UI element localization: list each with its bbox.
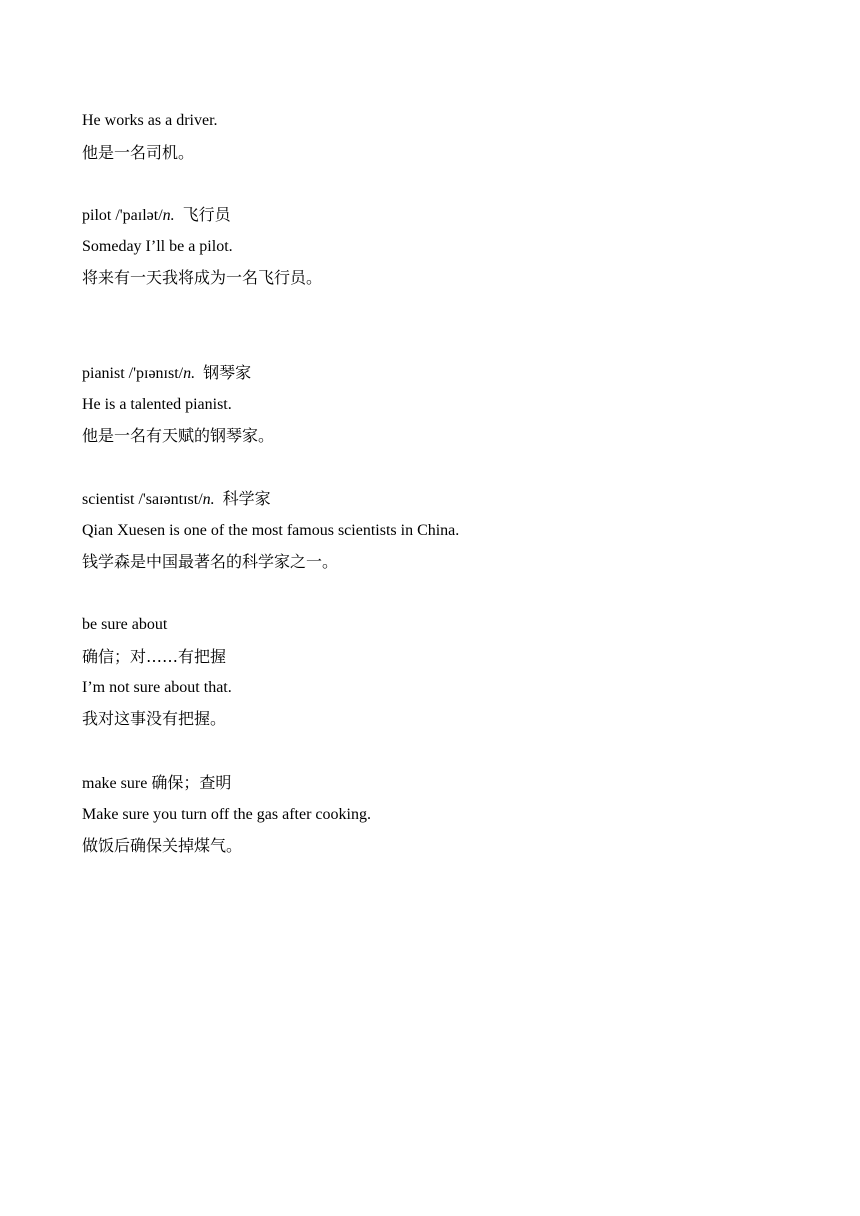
part-of-speech: n.: [162, 207, 175, 224]
example-sentence-zh: 我对这事没有把握。: [82, 709, 227, 728]
vocab-phrase-make-sure: [82, 773, 231, 793]
meaning: 科学家: [222, 489, 271, 508]
part-of-speech: n.: [202, 491, 215, 508]
phrase-meaning: 确保；查明: [151, 773, 232, 792]
vocab-headword-pianist: [82, 363, 251, 383]
example-sentence-en: Someday I’ll be a pilot.: [82, 238, 233, 255]
example-sentence-en: He works as a driver.: [82, 112, 218, 129]
vocab-phrase: be sure about: [82, 616, 168, 633]
meaning: 飞行员: [182, 205, 231, 224]
example-sentence-en: I’m not sure about that.: [82, 679, 232, 696]
example-sentence-en: Qian Xuesen is one of the most famous scientists in China.: [82, 522, 460, 539]
example-sentence-zh: 做饭后确保关掉煤气。: [82, 836, 243, 855]
phonetic: /'saɪəntɪst/: [138, 491, 203, 508]
phonetic: /'paɪlət/: [115, 207, 163, 224]
example-sentence-en: He is a talented pianist.: [82, 396, 232, 413]
vocab-headword-pilot: [82, 205, 231, 225]
phrase-meaning: 确信；对……有把握: [82, 647, 227, 666]
headword: pianist: [82, 365, 125, 382]
vocab-headword-scientist: [82, 489, 271, 509]
phrase: make sure: [82, 775, 148, 792]
example-sentence-zh: 他是一名有天赋的钢琴家。: [82, 426, 275, 445]
phonetic: /'pɪənɪst/: [128, 365, 184, 382]
headword: pilot: [82, 207, 112, 224]
example-sentence-en: Make sure you turn off the gas after cooking.: [82, 806, 371, 823]
example-sentence-zh: 钱学森是中国最著名的科学家之一。: [82, 552, 339, 571]
headword: scientist: [82, 491, 135, 508]
example-sentence-zh: 他是一名司机。: [82, 143, 195, 162]
example-sentence-zh: 将来有一天我将成为一名飞行员。: [82, 268, 323, 287]
part-of-speech: n.: [183, 365, 196, 382]
meaning: 钢琴家: [203, 363, 252, 382]
